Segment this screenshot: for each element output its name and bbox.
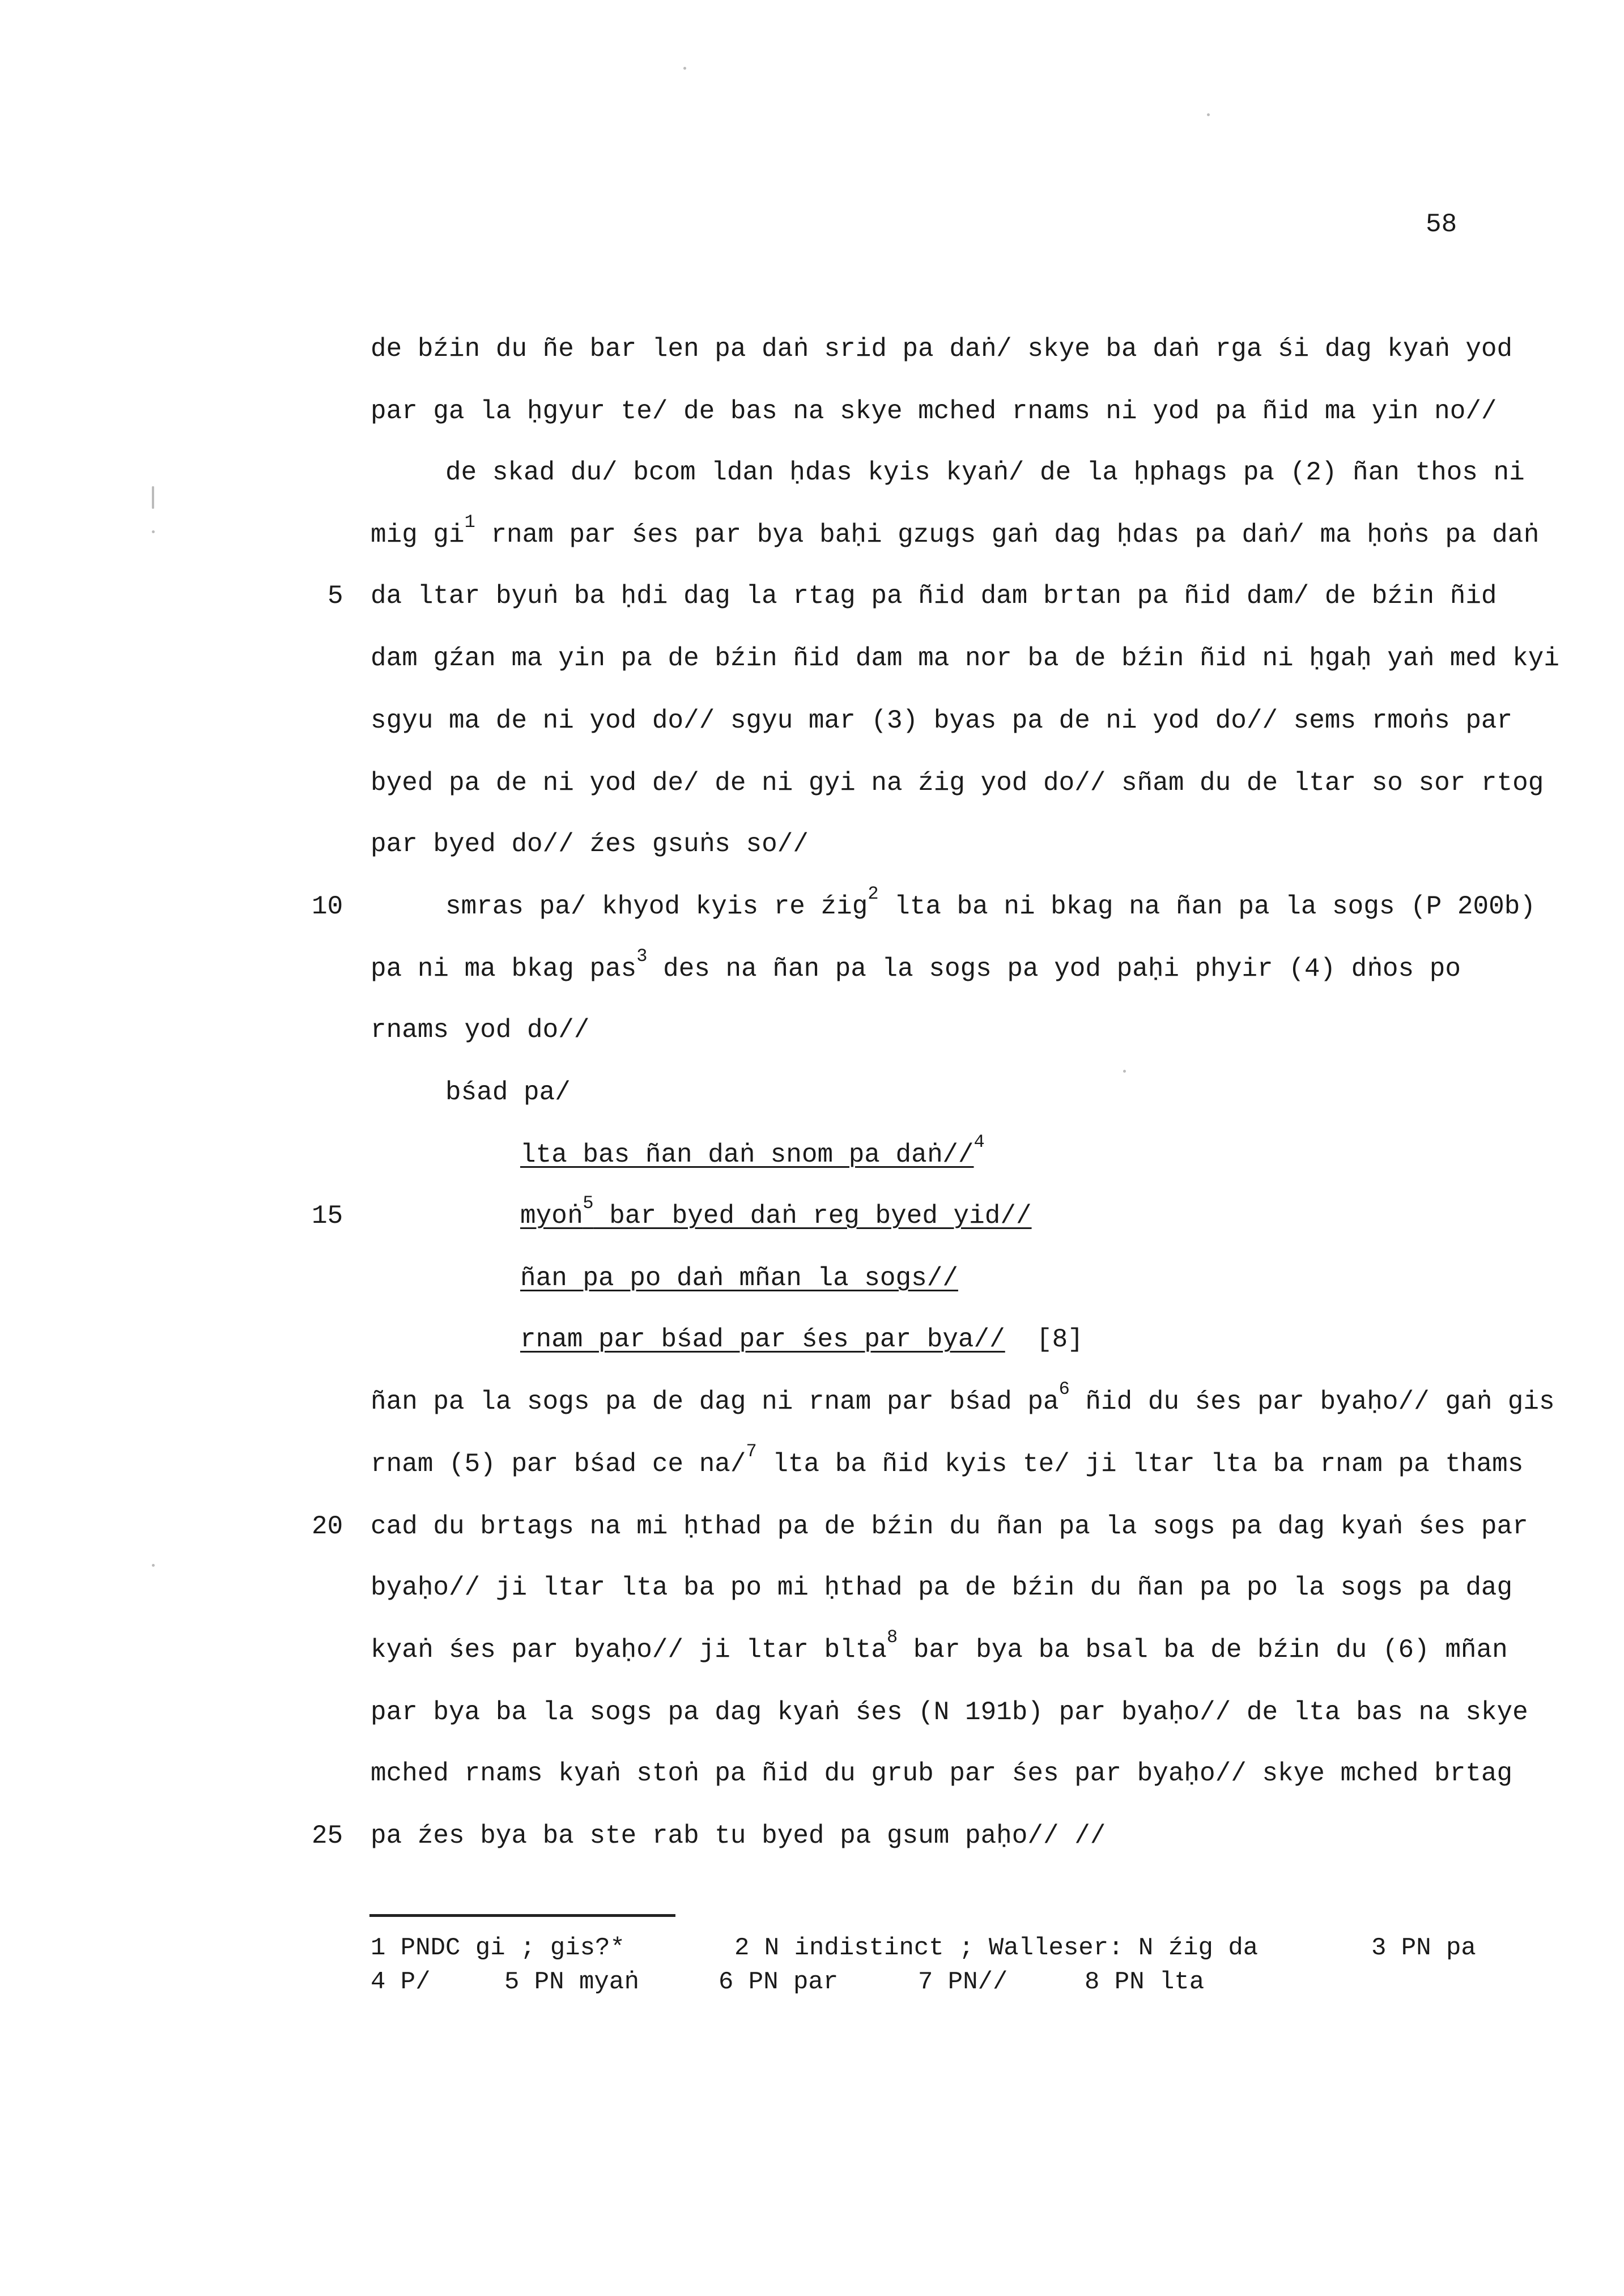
text-line: kyaṅ śes par byaḥo// ji ltar blta$^8$ bar bya ba bsal ba de bźin du (6) mñan (371, 1627, 1508, 1665)
scan-speck (152, 486, 154, 509)
text-line: par bya ba la sogs pa dag kyaṅ śes (N 191b) par byaḥo// de lta bas na skye (371, 1698, 1528, 1727)
text-line: par byed do// źes gsuṅs so// (371, 830, 809, 859)
footnote-marker: 2 (868, 883, 879, 904)
line-number: 5 (328, 581, 343, 611)
text-line: de skad du/ bcom ldan ḥdas kyis kyaṅ/ de la ḥphags pa (2) ñan thos ni (445, 458, 1525, 487)
verse-line: myoṅ$^5$ bar byed daṅ reg byed yid// (520, 1193, 1032, 1231)
line-number: 20 (312, 1512, 343, 1541)
text-line: dam gźan ma yin pa de bźin ñid dam ma nor ba de bźin ñid ni ḥgaḥ yaṅ med kyi (371, 644, 1559, 673)
scan-speck (152, 530, 155, 533)
text-line: ñan pa la sogs pa de dag ni rnam par bśad $pa^6$ ñid du śes par byaḥo// gaṅ gis (371, 1379, 1555, 1417)
text-line: de bźin du ñe bar len pa daṅ srid pa daṅ/ skye ba daṅ rga śi dag kyaṅ yod (371, 334, 1513, 364)
text-line: mig $gi^1$ rnam par śes par bya baḥi gzugs gaṅ dag ḥdas pa daṅ/ ma ḥoṅs pa daṅ (371, 512, 1539, 550)
line-number: 10 (312, 892, 343, 921)
text-line: bśad pa/ (445, 1078, 571, 1107)
text-line: rnams yod do// (371, 1015, 590, 1045)
text-line: sgyu ma de ni yod do// sgyu mar (3) byas pa de ni yod do// sems rmoṅs par (371, 706, 1513, 735)
footnote: 3 PN pa (1371, 1934, 1476, 1962)
footnote: 2 N indistinct ; Walleser: N źig da (734, 1934, 1259, 1962)
footnote: 8 PN lta (1085, 1968, 1205, 1996)
text-line: byed pa de ni yod de/ de ni gyi na źig yod do// sñam du de ltar so sor rtog (371, 768, 1544, 798)
footnote: 5 PN myaṅ (504, 1968, 639, 1996)
line-number: 25 (312, 1821, 343, 1851)
scan-speck (1123, 1070, 1126, 1073)
scan-speck (683, 67, 686, 70)
footnote-marker: 3 (636, 946, 648, 967)
footnote: 7 PN// (918, 1968, 1008, 1996)
text-line: pa ni ma bkag pas$^3$ des na ñan pa la sogs pa yod paḥi phyir (4) dṅos po (371, 946, 1461, 984)
text-line: par ga la ḥgyur te/ de bas na skye mched rnams ni yod pa ñid ma yin no// (371, 397, 1497, 426)
text-line: byaḥo// ji ltar lta ba po mi ḥthad pa de bźin du ñan pa po la sogs pa dag (371, 1573, 1513, 1602)
scan-speck (152, 1564, 155, 1567)
scan-speck (1207, 113, 1210, 116)
verse-line: ñan pa po daṅ mñan la sogs// (520, 1264, 958, 1293)
footnote-marker: 5 (583, 1193, 594, 1214)
footnote-rule (369, 1914, 675, 1917)
page-number: 58 (1426, 210, 1457, 239)
footnote: 4 P/ (371, 1968, 431, 1996)
footnote-marker: 4 (973, 1132, 985, 1153)
footnote-marker: 6 (1058, 1379, 1070, 1400)
verse-number: [8] (1036, 1325, 1083, 1354)
line-number: 15 (312, 1201, 343, 1231)
footnote-marker: 1 (464, 512, 475, 533)
text-line: mched rnams kyaṅ stoṅ pa ñid du grub par śes par byaḥo// skye mched brtag (371, 1759, 1513, 1788)
text-line: pa źes bya ba ste rab tu byed pa gsum paḥo// // (371, 1821, 1106, 1851)
text-line: cad du brtags na mi ḥthad pa de bźin du ñan pa la sogs pa dag kyaṅ śes par (371, 1512, 1528, 1541)
text-line: smras pa/ khyod kyis re źig$^2$ lta ba ni bkag na ñan pa la sogs (P 200b) (445, 883, 1536, 921)
footnote: 1 PNDC gi ; gis?* (371, 1934, 625, 1962)
footnote-marker: 8 (886, 1627, 898, 1648)
verse-line: lta bas ñan daṅ snom pa daṅ//$^4$ (520, 1132, 985, 1170)
text-line: rnam (5) par bśad ce na/$^7$ lta ba ñid kyis te/ ji ltar lta ba rnam pa thams (371, 1441, 1524, 1479)
footnote: 6 PN par (719, 1968, 839, 1996)
text-line: da ltar byuṅ ba ḥdi dag la rtag pa ñid dam brtan pa ñid dam/ de bźin ñid (371, 581, 1497, 611)
footnote-marker: 7 (746, 1441, 757, 1462)
verse-line: rnam par bśad par śes par bya// [8] (520, 1325, 1083, 1354)
